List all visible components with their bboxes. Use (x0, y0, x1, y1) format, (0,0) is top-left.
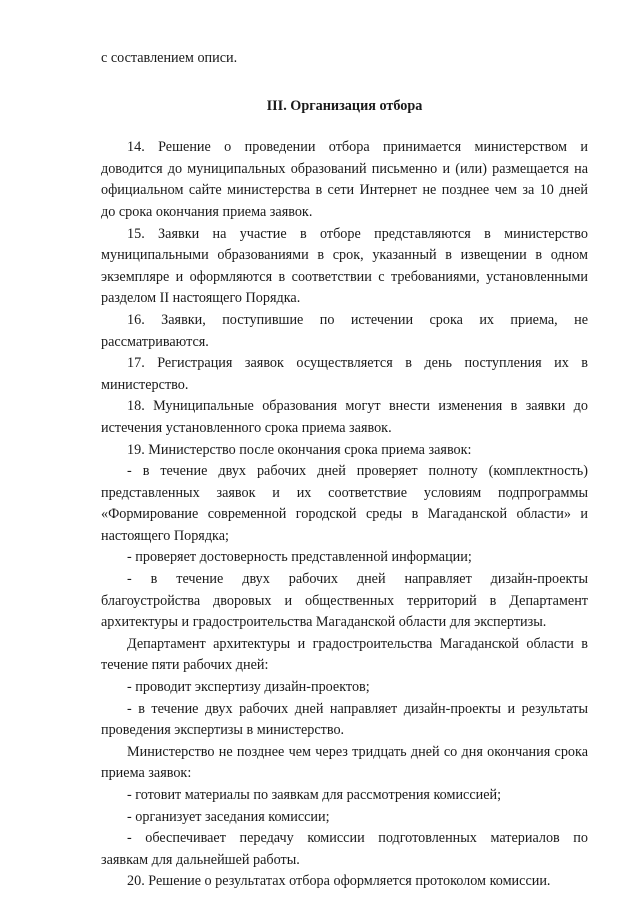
paragraph-line: течение пяти рабочих дней: (101, 657, 269, 674)
paragraph (101, 785, 588, 807)
paragraph (101, 396, 588, 439)
paragraph-line: - организует заседания комиссии; (127, 808, 330, 825)
paragraph-line: 19. Министерство после окончания срока приема заявок: (127, 441, 472, 458)
paragraph-line: до срока окончания приема заявок. (101, 203, 313, 220)
paragraph-line: муниципальными образованиями в срок, указанный в извещении в одном (101, 247, 588, 264)
paragraph-line: Департамент архитектуры и градостроительства Магаданской области в (127, 635, 588, 652)
paragraph (101, 807, 588, 829)
paragraph-line: благоустройства дворовых и общественных территорий в Департамент (101, 592, 588, 609)
paragraph-line: доводится до муниципальных образований письменно и (или) размещается на (101, 160, 588, 177)
paragraph-line: - в течение двух рабочих дней направляет дизайн-проекты и результаты (127, 700, 588, 717)
paragraph-line: - в течение двух рабочих дней направляет дизайн-проекты (127, 571, 588, 588)
paragraph-line: приема заявок: (101, 765, 192, 782)
paragraph-line: истечения установленного срока приема заявок. (101, 419, 392, 436)
paragraph (101, 699, 588, 742)
document-page (101, 48, 588, 893)
continuation-text: с составлением описи. (101, 50, 238, 66)
paragraph-line: разделом II настоящего Порядка. (101, 290, 301, 307)
paragraph-line: - обеспечивает передачу комиссии подготовленных материалов по (127, 830, 588, 847)
paragraph-line: официальном сайте министерства в сети Интернет не позднее чем за 10 дней (101, 182, 588, 199)
paragraph (101, 569, 588, 634)
paragraph-list (101, 137, 588, 893)
paragraph-line: архитектуры и градостроительства Магаданской области для экспертизы. (101, 614, 547, 631)
paragraph-line: 16. Заявки, поступившие по истечении срока их приема, не (127, 311, 588, 328)
paragraph-line: представленных заявок и их соответствие условиям подпрограммы (101, 484, 588, 501)
paragraph-line: заявкам для дальнейшей работы. (101, 851, 300, 868)
paragraph (101, 547, 588, 569)
paragraph (101, 828, 588, 871)
paragraph-line: - готовит материалы по заявкам для рассмотрения комиссией; (127, 787, 502, 803)
paragraph-line: «Формирование современной городской среды в Магаданской области» и (101, 506, 588, 523)
paragraph-line: - проводит экспертизу дизайн-проектов; (127, 679, 370, 696)
paragraph (101, 137, 588, 223)
paragraph (101, 742, 588, 785)
paragraph-line: 15. Заявки на участие в отборе представляются в министерство (127, 225, 588, 242)
paragraph-line: экземпляре и оформляются в соответствии с требованиями, установленными (101, 268, 588, 285)
paragraph (101, 224, 588, 310)
paragraph (101, 634, 588, 677)
paragraph-line: министерство. (101, 376, 189, 393)
section-heading: III. Организация отбора (266, 97, 423, 114)
paragraph (101, 310, 588, 353)
paragraph (101, 353, 588, 396)
paragraph-line: проведения экспертизы в министерство. (101, 722, 345, 739)
paragraph-line: - в течение двух рабочих дней проверяет полноту (комплектность) (127, 463, 588, 480)
paragraph-line: рассматриваются. (101, 333, 209, 350)
paragraph-line: настоящего Порядка; (101, 527, 229, 544)
paragraph (101, 440, 588, 462)
paragraph-line: 17. Регистрация заявок осуществляется в день поступления их в (127, 355, 588, 372)
paragraph-line: 20. Решение о результатах отбора оформляется протоколом комиссии. (127, 873, 551, 890)
paragraph-line: Министерство не позднее чем через тридцать дней со дня окончания срока (127, 743, 588, 760)
paragraph (101, 461, 588, 547)
paragraph-line: 14. Решение о проведении отбора принимается министерством и (127, 139, 588, 156)
paragraph-line: 18. Муниципальные образования могут внести изменения в заявки до (127, 398, 588, 415)
paragraph-line: - проверяет достоверность представленной информации; (127, 549, 472, 566)
paragraph (101, 871, 588, 893)
paragraph (101, 677, 588, 699)
